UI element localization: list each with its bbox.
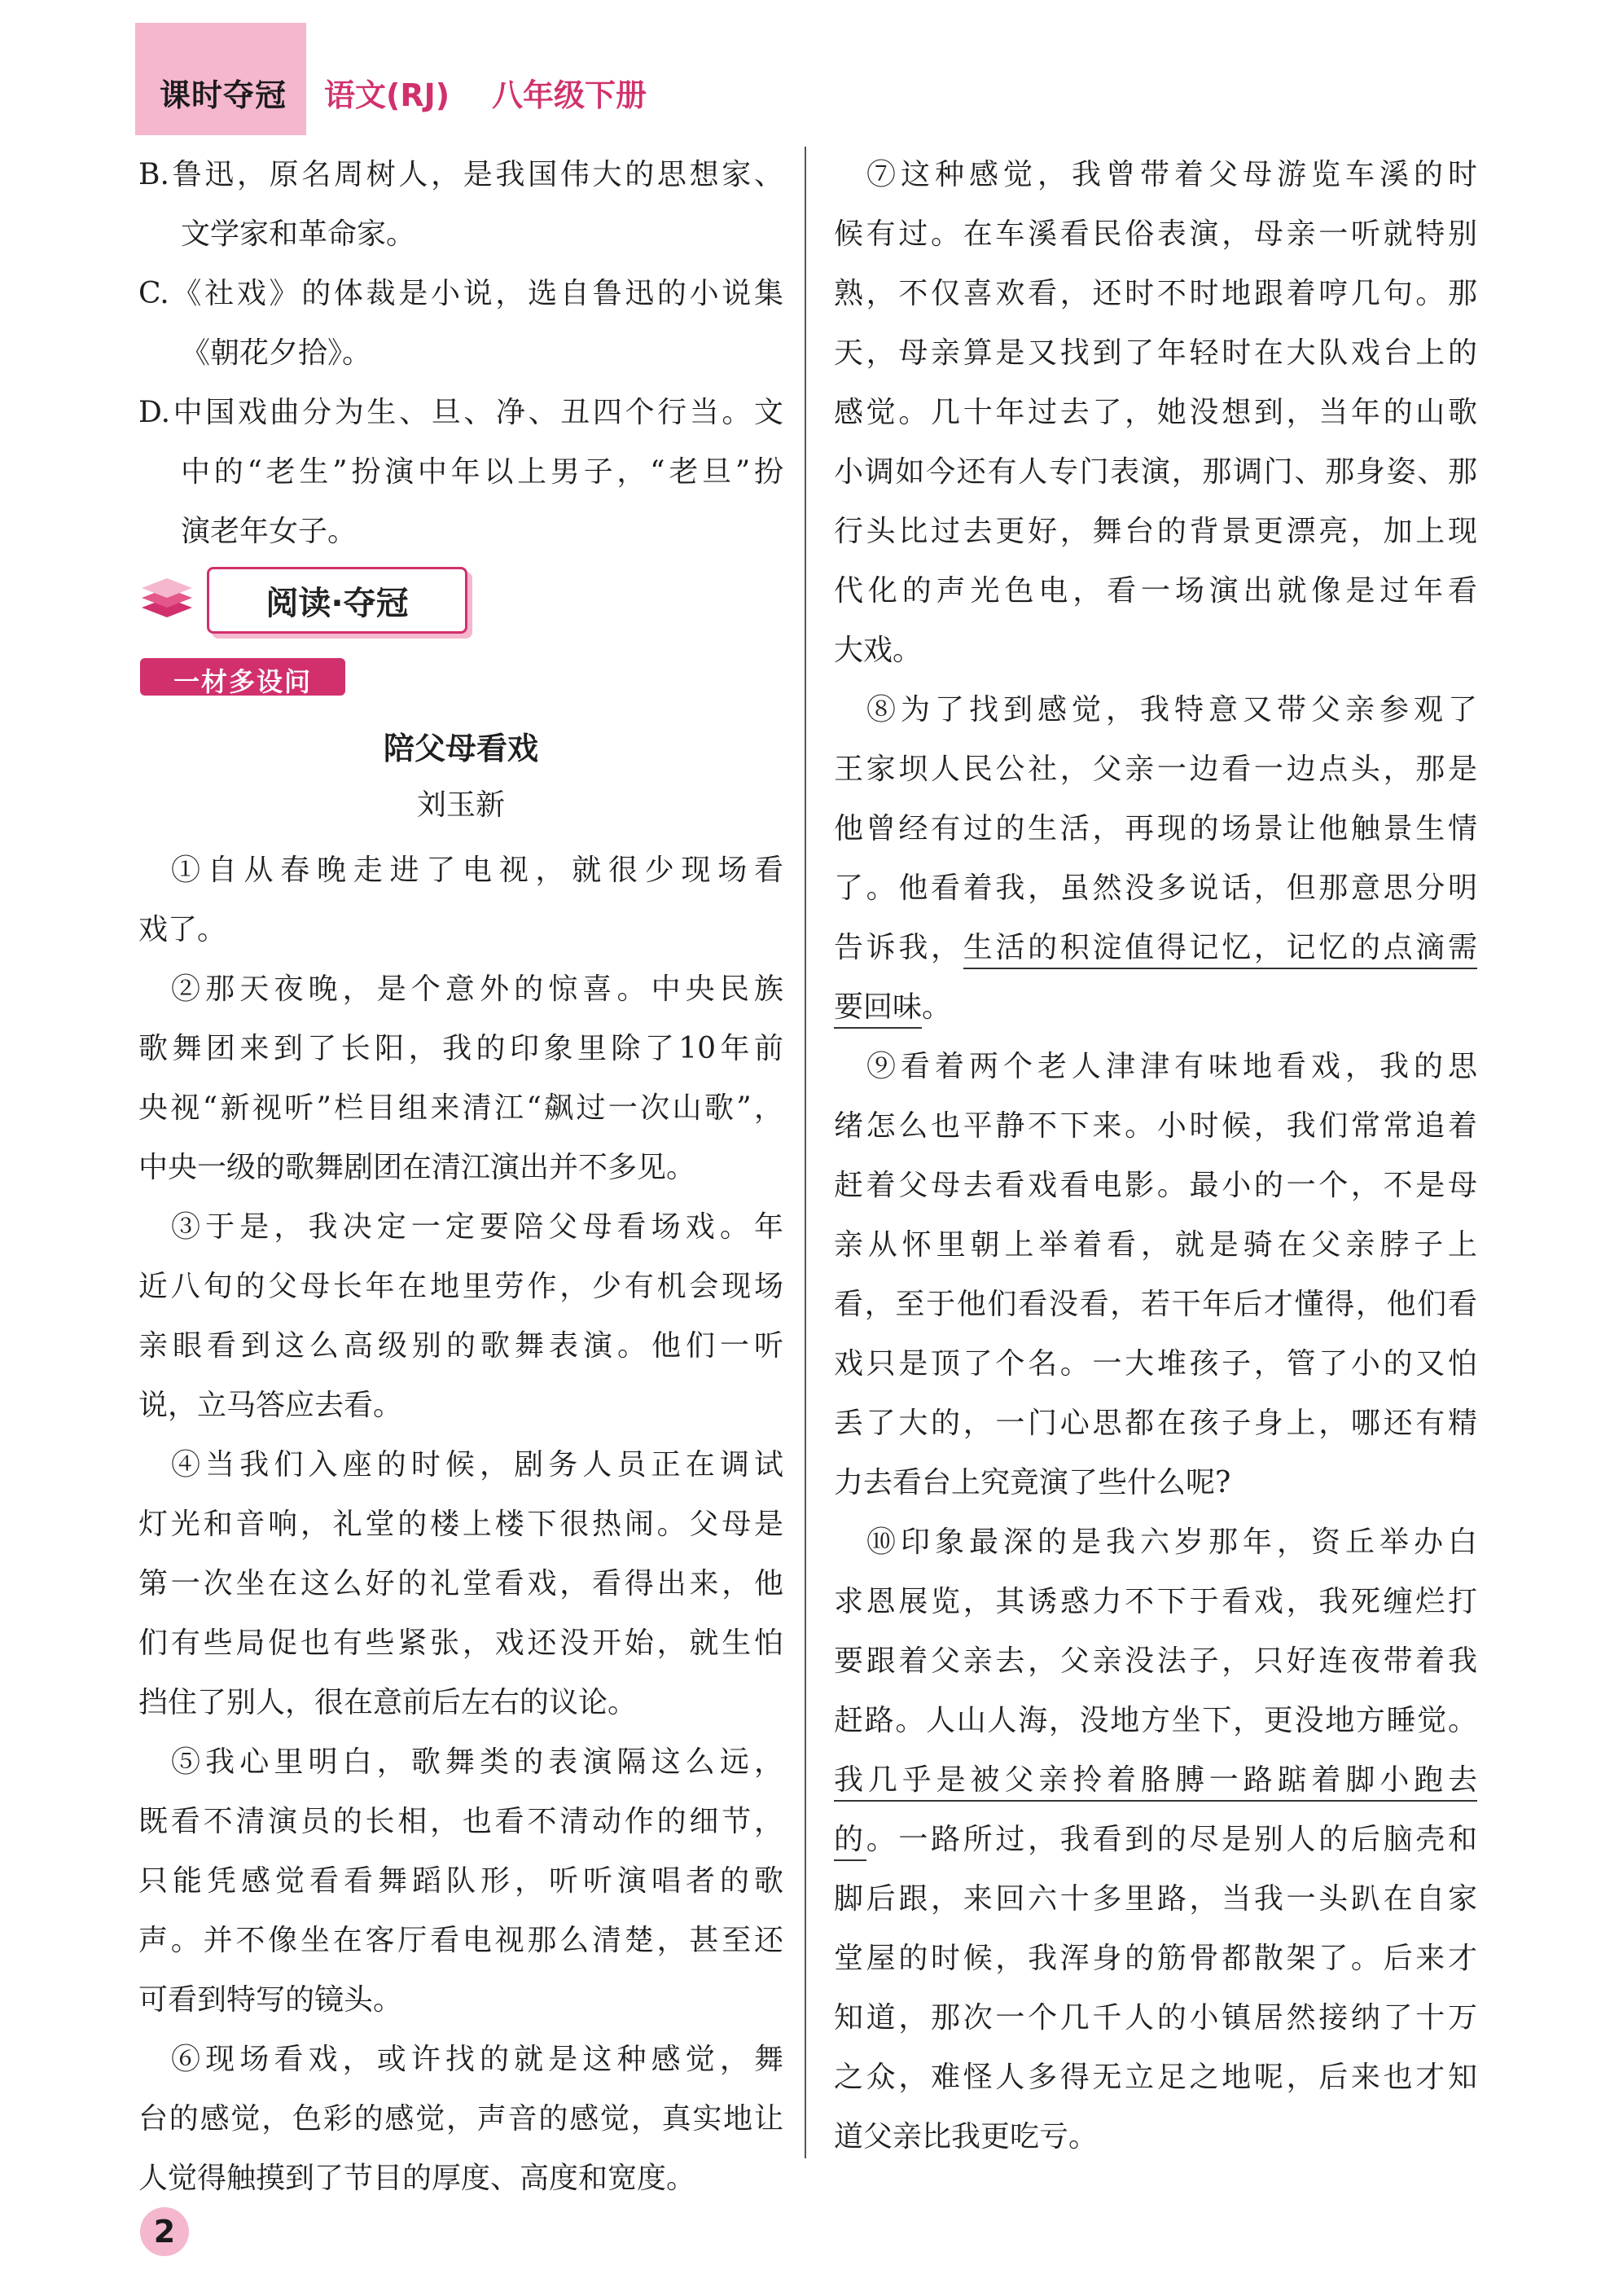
text-line: 力去看台上究竟演了些什么呢? [834, 1466, 1231, 1499]
text-line: ④当我们入座的时候，剧务人员正在调试 [171, 1448, 783, 1482]
text-line: 候有过。在车溪看民俗表演，母亲一听就特别 [834, 217, 1477, 251]
text-line: 熟，不仅喜欢看，还时不时地跟着哼几句。那 [834, 277, 1477, 310]
option-line: C.《社戏》的体裁是小说，选自鲁迅的小说集 [138, 277, 783, 310]
paragraph-4 [138, 1435, 783, 1732]
text-line: ⑤我心里明白，歌舞类的表演隔这么远， [171, 1745, 783, 1779]
text-line: 王家坝人民公社，父亲一边看一边点头，那是 [834, 753, 1477, 786]
text-line: 近八旬的父母长年在地里劳作，少有机会现场 [138, 1270, 783, 1303]
text-line: 他曾经有过的生活，再现的场景让他触景生情 [834, 812, 1477, 845]
text-line: ⑥现场看戏，或许找的就是这种感觉，舞 [171, 2043, 783, 2076]
text-line: 赶路。人山人海，没地方坐下，更没地方睡觉。 [834, 1704, 1477, 1737]
text-line: 既看不清演员的长相，也看不清动作的细节， [138, 1805, 783, 1838]
text-line: ⑧为了找到感觉，我特意又带父亲参观了 [866, 693, 1477, 727]
text-line: 道父亲比我更吃亏。 [834, 2120, 1099, 2153]
text-line: 赶着父母去看戏看电影。最小的一个，不是母 [834, 1169, 1477, 1202]
text-line: 灯光和音响，礼堂的楼上楼下很热闹。父母是 [138, 1508, 783, 1541]
option-line: B.鲁迅，原名周树人，是我国伟大的思想家、 [138, 158, 783, 191]
text-line: 声。并不像坐在客厅看电视那么清楚，甚至还 [138, 1924, 783, 1957]
paragraph-9 [834, 1037, 1477, 1512]
text-line: 只能凭感觉看看舞蹈队形，听听演唱者的歌 [138, 1864, 783, 1898]
text-line: 要跟着父亲去，父亲没法子，只好连夜带着我 [834, 1644, 1477, 1678]
text-line: 亲眼看到这么高级别的歌舞表演。他们一听 [138, 1329, 783, 1363]
section-banner [138, 560, 474, 635]
text-line: 之众，难怪人多得无立足之地呢，后来也才知 [834, 2061, 1477, 2094]
option-line: D.中国戏曲分为生、旦、净、丑四个行当。文 [138, 396, 783, 429]
paragraph-5 [138, 1732, 783, 2030]
question-set-tag-label: 一材多设问 [173, 666, 312, 697]
left-column [138, 145, 783, 561]
text-line-underlined: 的。一路所过，我看到的尽是别人的后脑壳和 [834, 1810, 1477, 1869]
paragraph-10 [834, 1512, 1477, 2166]
text-line-underlined: 我几乎是被父亲拎着胳膊一路踮着脚小跑去 [834, 1750, 1477, 1810]
text-line: ⑨看着两个老人津津有味地看戏，我的思 [866, 1050, 1477, 1083]
paragraph-8 [834, 680, 1477, 1037]
article-author: 刘玉新 [416, 788, 505, 822]
option-line: 中的“老生”扮演中年以上男子，“老旦”扮 [181, 455, 783, 489]
option-b [138, 145, 783, 264]
text-line: 大戏。 [834, 634, 923, 667]
section-title: 阅读·夺冠 [265, 585, 409, 622]
text-line: ③于是，我决定一定要陪父母看场戏。年 [171, 1210, 783, 1244]
series-title: 课时夺冠 [160, 77, 287, 113]
text-line: 戏了。 [138, 913, 227, 946]
text-line: 戏只是顶了个名。一大堆孩子，管了小的又怕 [834, 1347, 1477, 1381]
text-line: 丢了大的，一门心思都在孩子身上，哪还有精 [834, 1407, 1477, 1440]
option-line: 《朝花夕拾》。 [181, 336, 372, 370]
text-line: 脚后跟，来回六十多里路，当我一头趴在自家 [834, 1882, 1477, 1916]
grade-label: 八年级下册 [492, 77, 647, 113]
paragraph-7 [834, 145, 1477, 680]
column-divider [805, 147, 806, 2158]
option-line: 文学家和革命家。 [181, 217, 416, 251]
text-line: 看，至于他们看没看，若干年后才懂得，他们看 [834, 1288, 1477, 1321]
page-number: 2 [140, 2207, 189, 2256]
text-line: ①自从春晚走进了电视，就很少现场看 [171, 854, 783, 887]
text-line: 人觉得触摸到了节目的厚度、高度和宽度。 [138, 2162, 696, 2195]
paragraph-2 [138, 959, 783, 1197]
paragraph-3 [138, 1197, 783, 1435]
text-line: 天，母亲算是又找到了年轻时在大队戏台上的 [834, 336, 1477, 370]
text-line: 绪怎么也平静不下来。小时候，我们常常追着 [834, 1109, 1477, 1143]
text-line: 小调如今还有人专门表演，那调门、那身姿、那 [834, 455, 1477, 489]
text-line: 知道，那次一个几千人的小镇居然接纳了十万 [834, 2001, 1477, 2035]
text-line: 们有些局促也有些紧张，戏还没开始，就生怕 [138, 1627, 783, 1660]
paragraph-6 [138, 2030, 783, 2208]
text-line: 堂屋的时候，我浑身的筋骨都散架了。后来才 [834, 1942, 1477, 1975]
option-c [138, 264, 783, 383]
text-line: 求恩展览，其诱惑力不下于看戏，我死缠烂打 [834, 1585, 1477, 1618]
section-title-box [207, 567, 467, 634]
question-set-tag [140, 658, 345, 696]
option-d [138, 383, 783, 561]
text-line-underlined: 告诉我，生活的积淀值得记忆，记忆的点滴需 [834, 918, 1477, 977]
option-line: 演老年女子。 [181, 515, 357, 548]
paragraph-1 [138, 841, 783, 959]
text-line: 行头比过去更好，舞台的背景更漂亮，加上现 [834, 515, 1477, 548]
text-line: 可看到特写的镜头。 [138, 1983, 403, 2017]
books-stack-icon [138, 569, 195, 626]
text-line: 亲从怀里朝上举着看，就是骑在父亲脖子上 [834, 1228, 1477, 1262]
subject-label: 语文(RJ) [324, 77, 450, 113]
text-line: ⑩印象最深的是我六岁那年，资丘举办白 [866, 1526, 1477, 1559]
left-essay [138, 841, 783, 2208]
text-line: 第一次坐在这么好的礼堂看戏，看得出来，他 [138, 1567, 783, 1600]
text-line: 中央一级的歌舞剧团在清江演出并不多见。 [138, 1151, 696, 1184]
article-title: 陪父母看戏 [383, 730, 538, 766]
text-line: 台的感觉，色彩的感觉，声音的感觉，真实地让 [138, 2102, 783, 2136]
text-line: 说，立马答应去看。 [138, 1389, 403, 1422]
text-line: 歌舞团来到了长阳，我的印象里除了10年前 [138, 1032, 783, 1065]
text-line: 代化的声光色电，看一场演出就像是过年看 [834, 574, 1477, 608]
text-line: 了。他看着我，虽然没多说话，但那意思分明 [834, 871, 1477, 905]
text-line: 央视“新视听”栏目组来清江“飙过一次山歌”， [138, 1091, 783, 1125]
text-line: 感觉。几十年过去了，她没想到，当年的山歌 [834, 396, 1477, 429]
text-line-underlined: 要回味。 [834, 977, 1477, 1037]
text-line: ⑦这种感觉，我曾带着父母游览车溪的时 [866, 158, 1477, 191]
right-essay [834, 145, 1477, 2166]
text-line: ②那天夜晚，是个意外的惊喜。中央民族 [171, 972, 783, 1006]
text-line: 挡住了别人，很在意前后左右的议论。 [138, 1686, 638, 1719]
